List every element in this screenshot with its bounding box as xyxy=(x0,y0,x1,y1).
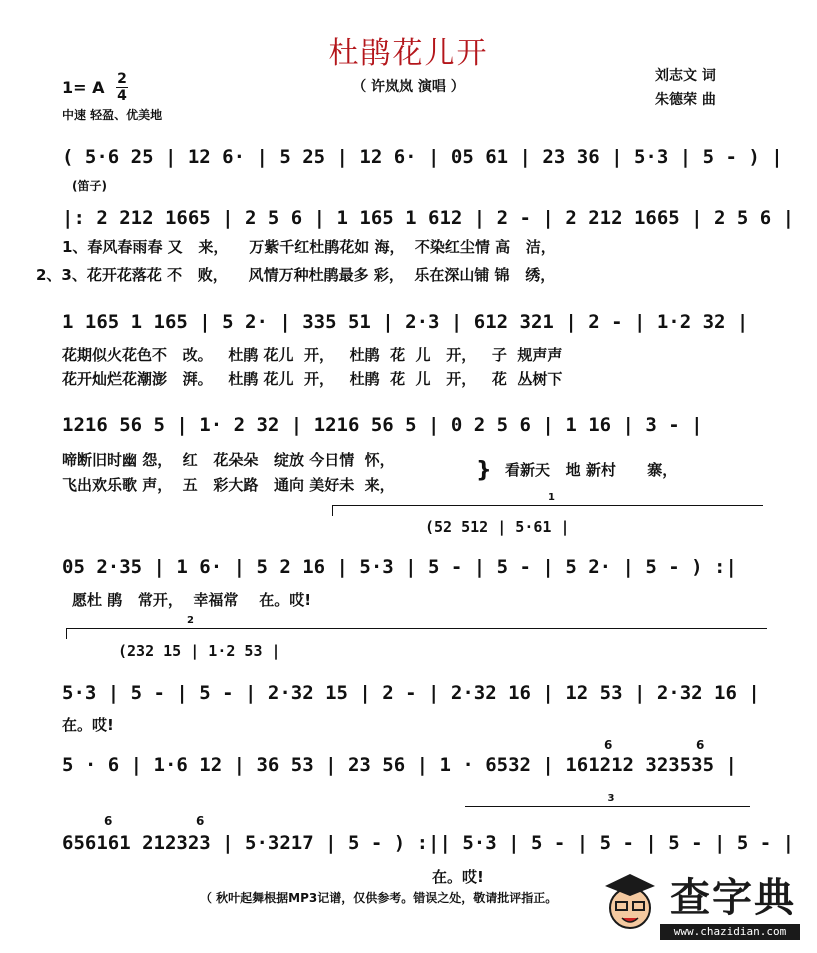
volta-2-label: 2 xyxy=(187,615,194,626)
lyric-brace: } xyxy=(476,458,492,483)
volta-2 xyxy=(66,615,767,639)
site-logo xyxy=(600,858,805,948)
lyric-row-4-verse2: 飞出欢乐歌 声， 五 彩大路 通向 美好未 来， xyxy=(62,476,395,494)
score-row-6: 5·3 | 5 - | 5 - | 2·32 15 | 2 - | 2·32 16 | 12 53 | 2·32 16 | xyxy=(62,682,760,704)
tempo-marking: 中速 轻盈、优美地 xyxy=(62,108,163,122)
score-row-5: 05 2·35 | 1 6· | 5 2 16 | 5·3 | 5 - | 5 - | 5 2· | 5 - ) :| xyxy=(62,556,737,578)
logo-text: 查字典 xyxy=(670,875,796,921)
credits xyxy=(655,64,716,112)
lyric-row-4-verse1: 啼断旧时幽 怨， 红 花朵朵 绽放 今日情 怀， xyxy=(62,451,395,469)
song-title: 杜鹃花儿开 xyxy=(328,36,489,71)
time-denominator: 4 xyxy=(117,88,127,104)
instrument-note: (笛子) xyxy=(72,179,107,193)
lyric-row-6: 在。哎! xyxy=(62,716,114,734)
volta-1 xyxy=(332,492,763,516)
score-row-3: 1 165 1 165 | 5 2· | 335 51 | 2·3 | 612 321 | 2 - | 1·2 32 | xyxy=(62,311,749,333)
lyric-row-5: 愿杜 鹃 常开， 幸福常 在。哎! xyxy=(72,591,312,609)
composer-credit: 朱德荣 曲 xyxy=(655,92,716,108)
key-signature: 1= A xyxy=(62,78,105,97)
score-row-8: 656161 212323 | 5·3217 | 5 - ) :|| 5·3 | 5 - | 5 - | 5 - | 5 - | xyxy=(62,832,795,854)
lyricist-credit: 刘志文 词 xyxy=(655,68,716,84)
tuplet-label-e: 3 xyxy=(607,793,615,804)
lyric-row-8: 在。哎! xyxy=(432,868,484,886)
time-numerator: 2 xyxy=(117,71,127,87)
alternate-passage-2: (232 15 | 1·2 53 | xyxy=(118,642,281,660)
transcription-note: （ 秋叶起舞根据MP3记谱，仅供参考。错误之处，敬请批评指正。 xyxy=(200,891,558,905)
score-row-4: 1216 56 5 | 1· 2 32 | 1216 56 5 | 0 2 5 6 | 1 16 | 3 - | xyxy=(62,414,703,436)
tuplet-bracket xyxy=(465,793,750,807)
lyric-row-3-verse2: 花开灿烂花潮澎 湃。 杜鹃 花儿 开， 杜鹃 花 儿 开， 花 丛树下 xyxy=(62,370,563,388)
time-signature xyxy=(116,72,128,103)
lyric-row-2-verse2: 2、3、花开花落花 不 败， 风情万种杜鹃最多 彩， 乐在深山铺 锦 绣， xyxy=(36,266,556,284)
lyric-row-4-refrain: 看新天 地 新村 寨， xyxy=(505,461,678,479)
lyric-row-2-verse1: 1、春风春雨春 又 来， 万紫千红杜鹃花如 海， 不染红尘情 高 洁， xyxy=(62,238,556,256)
tuplet-label-b: 6 xyxy=(696,738,705,752)
tuplet-label-a: 6 xyxy=(604,738,613,752)
logo-url[interactable]: www.chazidian.com xyxy=(660,924,800,940)
score-row-2: |: 2 212 1665 | 2 5 6 | 1 165 1 612 | 2 - | 2 212 1665 | 2 5 6 | xyxy=(62,207,795,229)
score-row-7: 5 · 6 | 1·6 12 | 36 53 | 23 56 | 1 · 6532 | 161212 323535 | xyxy=(62,754,737,776)
singer-credit: （ 许岚岚 演唱 ） xyxy=(352,79,465,95)
mascot-icon xyxy=(600,858,660,948)
score-row-1: ( 5·6 25 | 12 6· | 5 25 | 12 6· | 05 61 | 23 36 | 5·3 | 5 - ) | xyxy=(62,146,783,168)
tuplet-label-d: 6 xyxy=(196,814,205,828)
tuplet-label-c: 6 xyxy=(104,814,113,828)
alternate-passage-1: (52 512 | 5·61 | xyxy=(425,518,570,536)
volta-1-label: 1 xyxy=(548,492,555,503)
lyric-row-3-verse1: 花期似火花色不 改。 杜鹃 花儿 开， 杜鹃 花 儿 开， 子 规声声 xyxy=(62,346,563,364)
